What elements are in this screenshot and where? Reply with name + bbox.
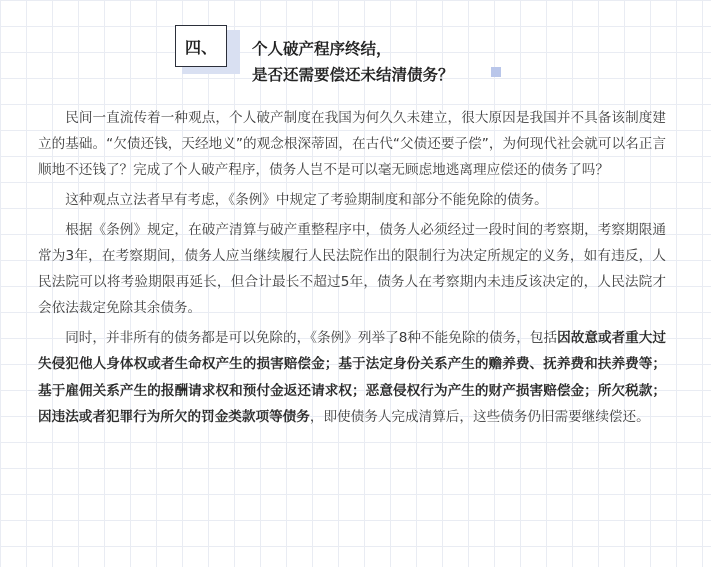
non-dischargeable-debts: 因故意或者重大过失侵犯他人身体权或者生命权产生的损害赔偿金；基于法定身份关系产生的赡养费、抚养费和扶养费等；基于雇佣关系产生的报酬请求权和预付金返还请求权；恶意侵权行为产生的财产损害赔偿金；所欠税款；因违法或者犯罪行为所欠的罚金类款项等债务	[38, 330, 666, 425]
paragraph-1: 民间一直流传着一种观点，个人破产制度在我国为何久久未建立，很大原因是我国并不具备该制度建立的基础。“欠债还钱，天经地义”的观念根深蒂固，在古代“父债还要子偿”，为何现代社会就可以名正言顺地不还钱了？完成了个人破产程序，债务人岂不是可以毫无顾虑地逃离理应偿还的债务了吗？	[38, 110, 666, 179]
section-title-line2: 是否还需要偿还未结清债务？	[252, 66, 454, 84]
paragraph-2: 这种观点立法者早有考虑，《条例》中规定了考验期制度和部分不能免除的债务。	[65, 192, 548, 209]
article-body	[38, 105, 666, 433]
paragraph-4-end: ，即使债务人完成清算后，这些债务仍旧需要继续偿还。	[309, 408, 650, 425]
section-title	[252, 36, 454, 88]
paragraph-4	[38, 325, 666, 430]
section-number: 四、	[184, 37, 217, 57]
section-title-line1: 个人破产程序终结，	[252, 40, 392, 58]
decorative-square	[491, 67, 501, 77]
section-header	[0, 0, 711, 90]
paragraph-4-intro: 同时，并非所有的债务都是可以免除的，《条例》列举了8种不能免除的债务，包括	[65, 330, 558, 347]
section-number-box	[175, 25, 227, 67]
paragraph-3: 根据《条例》规定，在破产清算与破产重整程序中，债务人必须经过一段时间的考察期，考察期限通常为3年，在考察期间，债务人应当继续履行人民法院作出的限制行为决定所规定的义务，如有违反，人民法院可以将考验期限再延长，但合计最长不超过5年，债务人在考察期内未违反该决定的，人民法院才会依法裁定免除其余债务。	[38, 221, 666, 317]
